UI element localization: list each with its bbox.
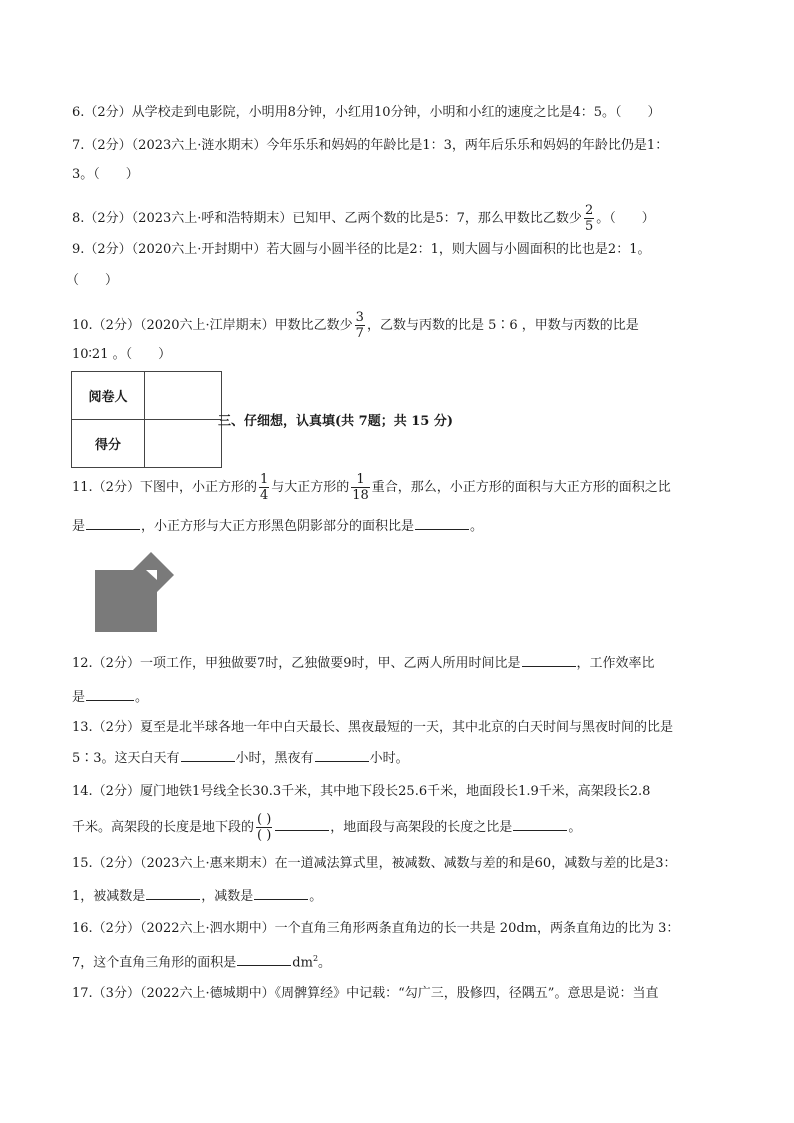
question-13-text-cont: 5∶3。这天白天有 <box>72 751 180 766</box>
question-11-period: 。 <box>470 519 484 534</box>
question-14-text: 14.（2分）厦门地铁1号线全长30.3千米，其中地下段长25.6千米，地面段长1.9千米，高架段长2.8 <box>72 784 651 799</box>
answer-blank-12b[interactable] <box>86 687 134 701</box>
answer-blank-15b[interactable] <box>254 886 308 900</box>
question-7-text-cont: 3。（ ） <box>72 167 139 182</box>
fraction-blank[interactable] <box>256 812 272 843</box>
question-14-text-cont: 千米。高架段的长度是地下段的 <box>72 820 255 835</box>
question-14-line-2 <box>72 812 581 843</box>
question-12-line-2 <box>72 687 148 707</box>
question-10-text-cont: 10∶21 。（ ） <box>72 347 172 362</box>
question-13-text: 13.（2分）夏至是北半球各地一年中白天最长、黑夜最短的一天，其中北京的白天时间与黑夜时间的比是 <box>72 720 673 735</box>
question-12-line-1 <box>72 653 655 673</box>
question-10-line-1 <box>72 310 639 341</box>
fraction-1-4 <box>259 472 269 503</box>
question-6 <box>72 104 661 122</box>
question-11-text-cont: 是 <box>72 519 86 534</box>
question-15-text: 15.（2分）（2023六上·惠来期末）在一道减法算式里，被减数、减数与差的和是60，减数与差的比是3： <box>72 856 677 871</box>
question-17-line-1 <box>72 985 658 1003</box>
question-16-text-cont: 7，这个直角三角形的面积是 <box>72 955 237 971</box>
question-11-text: 11.（2分）下图中，小正方形的 <box>72 480 257 495</box>
question-8 <box>72 203 655 234</box>
unit-dm: dm <box>292 955 313 971</box>
question-9-line-2 <box>66 272 118 290</box>
question-9-line-1 <box>72 241 650 259</box>
section-title: 三、仔细想，认真填(共 7题；共 15 分) <box>218 414 454 429</box>
question-7-text: 7.（2分）（2023六上·涟水期末）今年乐乐和妈妈的年龄比是1：3，两年后乐乐和妈妈的年龄比仍是1： <box>72 138 669 153</box>
fraction-1-18 <box>351 472 370 503</box>
question-9-text-cont: （ ） <box>66 273 119 288</box>
answer-blank-16[interactable] <box>237 952 291 966</box>
question-7-line-2 <box>72 166 139 184</box>
question-7-line-1 <box>72 137 668 155</box>
question-13-line-1 <box>72 719 673 737</box>
question-12-text-cont: 是 <box>72 690 86 705</box>
question-13-text-mid: 小时，黑夜有 <box>235 751 314 766</box>
question-12-text: 12.（2分）一项工作，甲独做要7时，乙独做要9时，甲、乙两人所用时间比是 <box>72 656 521 671</box>
fraction-numerator: 2 <box>584 203 594 218</box>
question-17-text: 17.（3分）（2022六上·德城期中）《周髀算经》中记载：“勾广三，股修四，径隅五”。意思是说：当直 <box>72 986 659 1001</box>
overlapping-squares-figure <box>95 552 175 632</box>
fraction-numerator: ( ) <box>257 812 272 827</box>
fraction-3-7 <box>355 310 365 341</box>
answer-blank-14a[interactable] <box>275 817 329 831</box>
question-14-period: 。 <box>568 820 582 835</box>
answer-blank-15a[interactable] <box>146 886 200 900</box>
question-15-text-cont: 1，被减数是 <box>72 889 146 904</box>
score-label: 得分 <box>72 420 145 468</box>
question-13-text-end: 小时。 <box>369 751 409 766</box>
question-11-line-1 <box>72 472 671 503</box>
fraction-numerator: 3 <box>355 310 364 325</box>
question-13-line-2 <box>72 748 409 768</box>
fraction-denominator: ( ) <box>257 828 272 843</box>
question-15-line-2 <box>72 886 322 906</box>
question-16-line-1 <box>72 920 679 938</box>
question-11-text-mid: 与大正方形的 <box>271 480 350 495</box>
question-9-text: 9.（2分）（2020六上·开封期中）若大圆与小圆半径的比是2：1，则大圆与小圆面积的比也是2：1。 <box>72 242 651 257</box>
fraction-denominator: 4 <box>259 488 269 503</box>
answer-blank-11a[interactable] <box>86 516 140 530</box>
fraction-numerator: 1 <box>356 472 365 487</box>
question-15-line-1 <box>72 855 676 873</box>
question-10-text: 10.（2分）（2020六上·江岸期末）甲数比乙数少 <box>72 318 353 333</box>
unit-superscript: 2 <box>312 954 319 963</box>
question-16-text: 16.（2分）（2022六上·泗水期中）一个直角三角形两条直角边的长一共是 20dm，两条直角边的比为 3： <box>72 921 680 936</box>
fraction-2-5 <box>584 203 594 234</box>
question-12-period: 。 <box>135 690 149 705</box>
question-8-text-end: 。（ ） <box>596 211 655 226</box>
fraction-denominator: 7 <box>355 326 364 341</box>
answer-blank-11b[interactable] <box>415 516 469 530</box>
fraction-denominator: 5 <box>584 219 594 234</box>
question-11-text-end: 重合，那么，小正方形的面积与大正方形的面积之比 <box>371 480 671 495</box>
question-15-text-mid: ，减数是 <box>201 889 254 904</box>
score-table <box>71 371 222 468</box>
question-14-line-1 <box>72 783 650 801</box>
question-6-text: 6.（2分）从学校走到电影院，小明用8分钟，小红用10分钟，小明和小红的速度之比是4：5。（ ） <box>72 105 661 120</box>
answer-blank-12a[interactable] <box>522 653 576 667</box>
reviewer-cell[interactable] <box>145 372 222 420</box>
answer-blank-13b[interactable] <box>315 748 369 762</box>
fraction-numerator: 1 <box>259 472 269 487</box>
question-14-text-mid: ，地面段与高架段的长度之比是 <box>330 820 513 835</box>
question-11-text-cont-2: ，小正方形与大正方形黑色阴影部分的面积比是 <box>141 519 415 534</box>
answer-blank-14b[interactable] <box>513 817 567 831</box>
answer-blank-13a[interactable] <box>181 748 235 762</box>
reviewer-label: 阅卷人 <box>72 372 145 420</box>
question-11-line-2 <box>72 516 483 536</box>
question-10-line-2 <box>72 346 171 364</box>
question-12-text-end: ，工作效率比 <box>576 656 655 671</box>
question-15-period: 。 <box>309 889 323 904</box>
fraction-denominator: 18 <box>352 488 369 503</box>
question-8-text: 8.（2分）（2023六上·呼和浩特期末）已知甲、乙两个数的比是5：7，那么甲数比乙数少 <box>72 211 582 226</box>
question-16-period: 。 <box>318 955 332 971</box>
score-cell[interactable] <box>145 420 222 468</box>
question-10-text-mid: ，乙数与丙数的比是 5∶6 ，甲数与丙数的比是 <box>366 318 639 333</box>
question-16-line-2 <box>72 950 331 972</box>
